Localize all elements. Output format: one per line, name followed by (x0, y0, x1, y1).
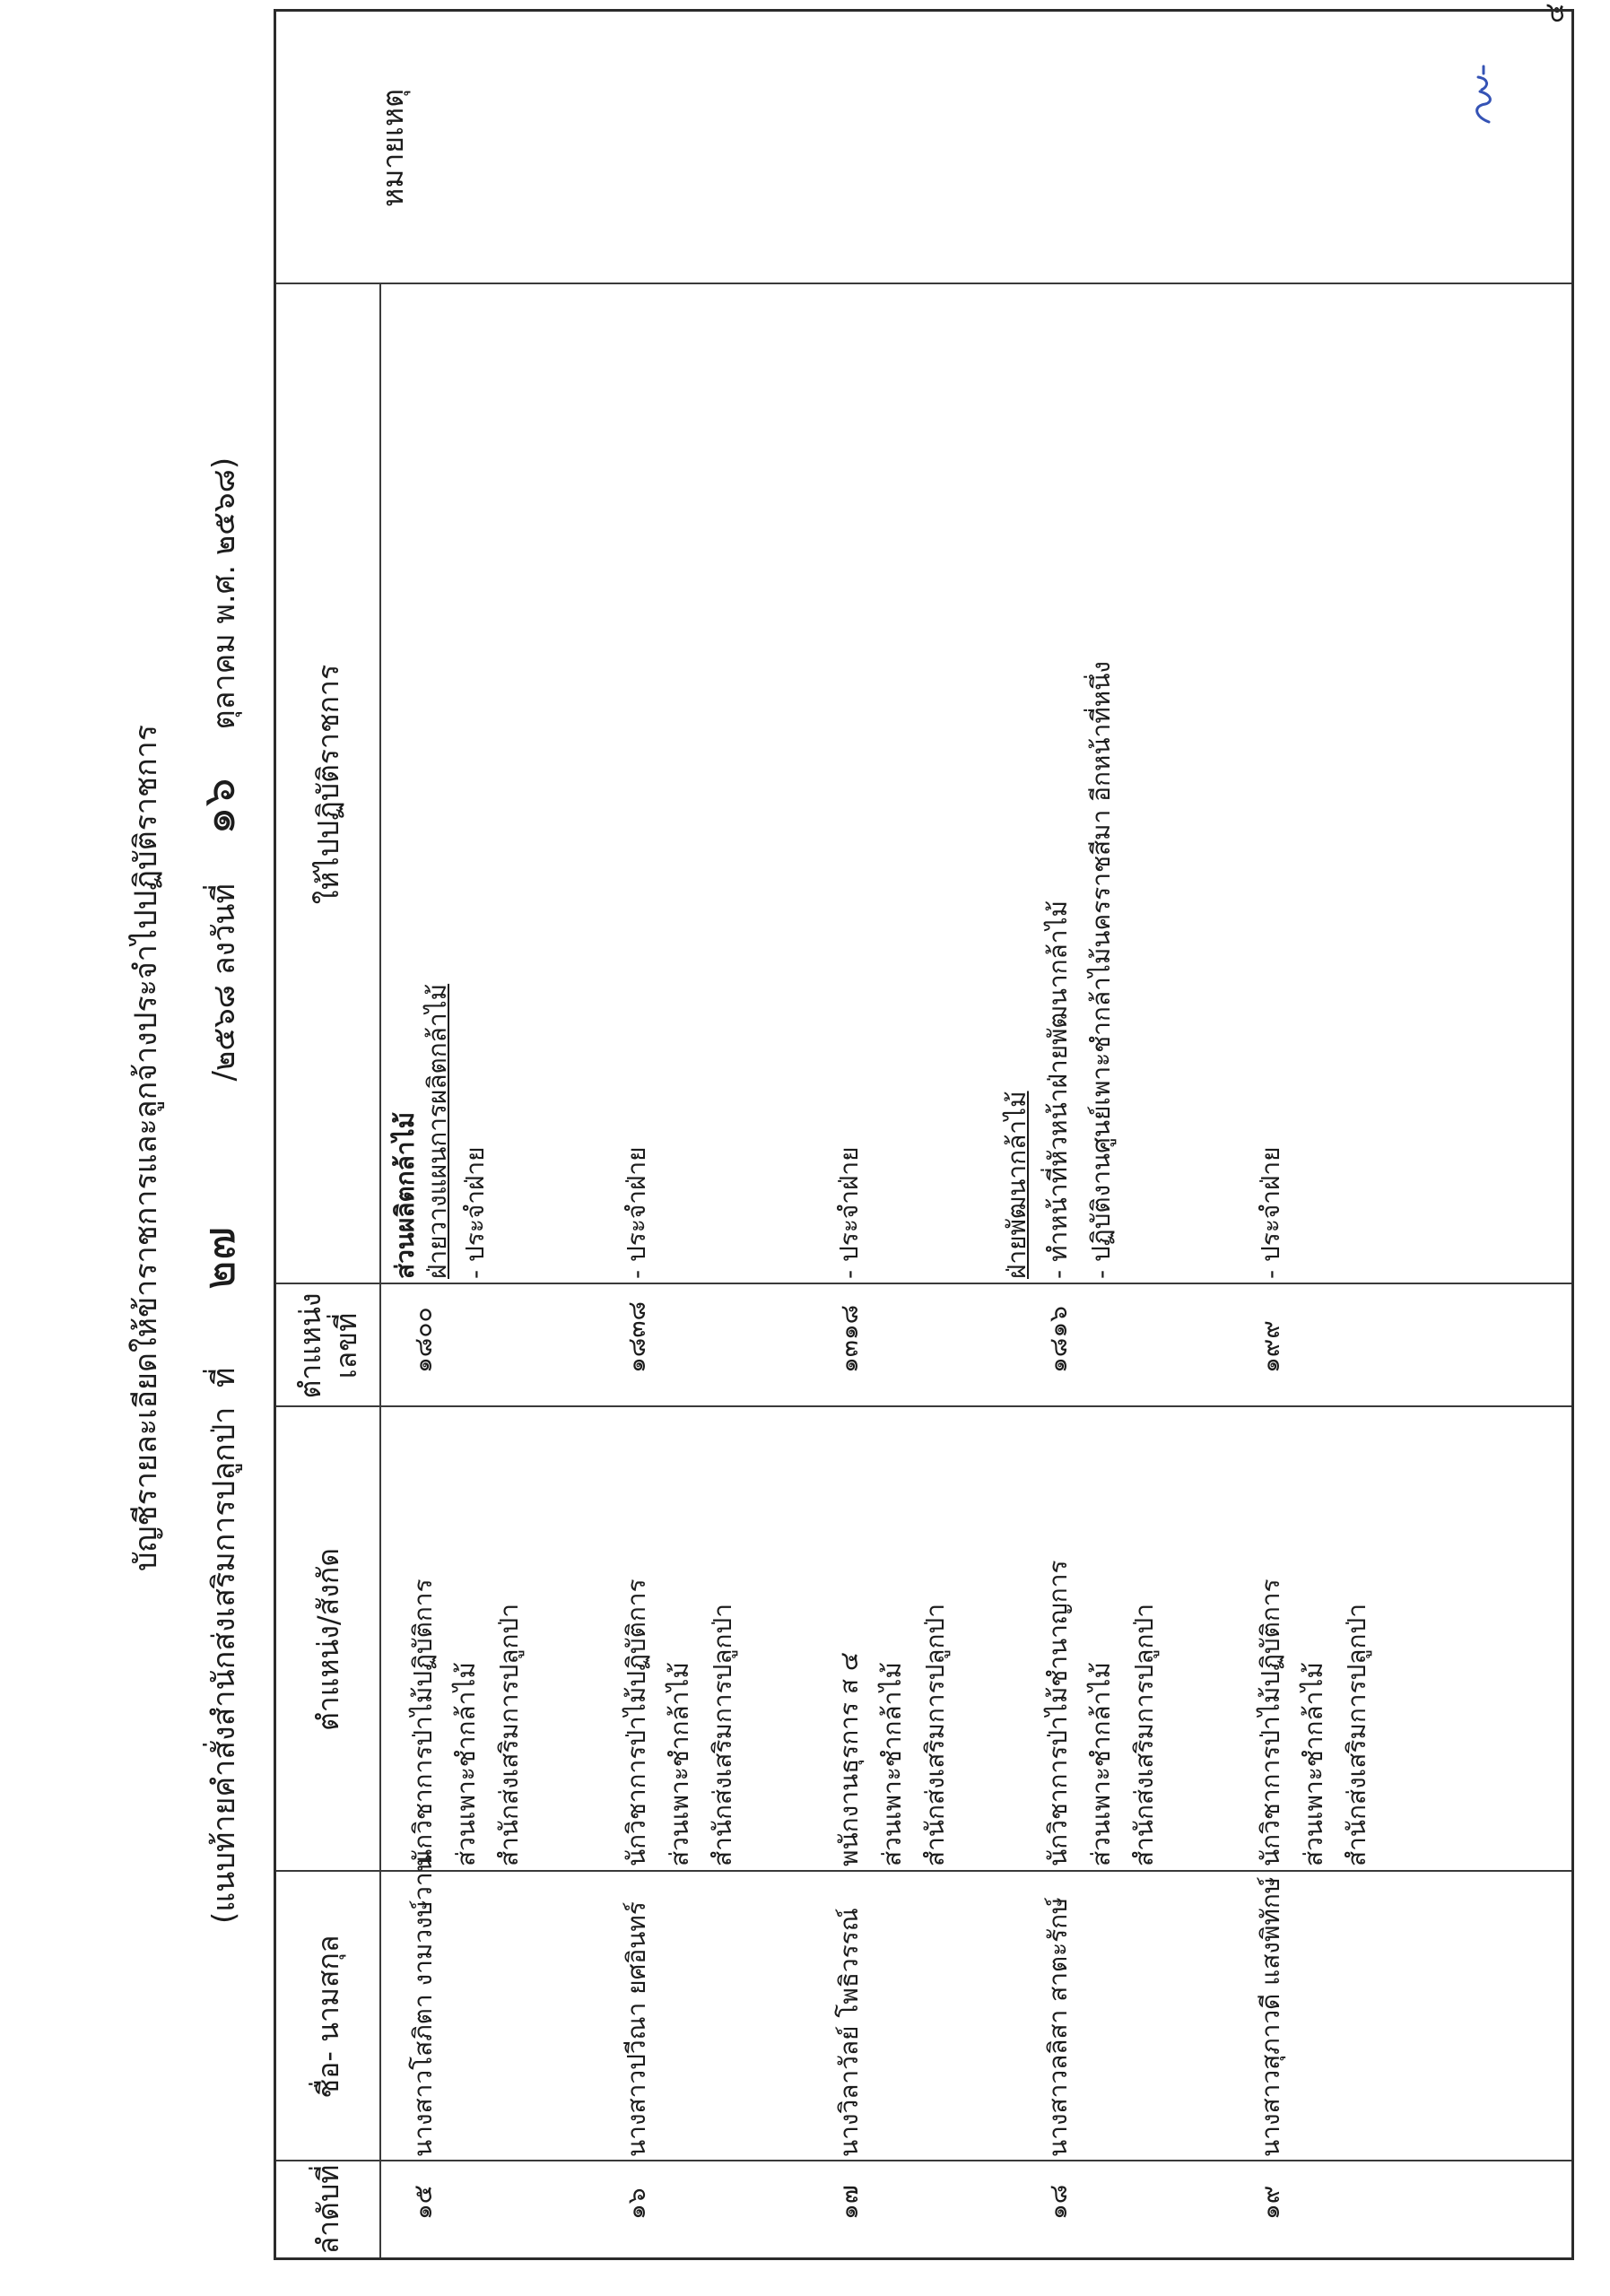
row-position-unit: ส่วนเพาะชำกล้าไม้ (665, 1662, 694, 1866)
column-divider (276, 1283, 1571, 1284)
header-position: ตำแหน่ง/สังกัด (311, 1547, 345, 1732)
assign-duty: - ปฏิบัติงานศูนย์เพาะชำกล้าไม้นครราชสีมา อีกหน้าที่หนึ่ง (1086, 661, 1116, 1279)
row-name: นางวิลาวัลย์ โพธิวรรณ์ (834, 1908, 864, 2157)
row-name: นางสาวสุภาวดี แสงพิทักษ์ (1256, 1876, 1285, 2157)
row-seq: ๑๕ (408, 2185, 438, 2220)
assign-subheading: ฝ่ายพัฒนากล้าไม้ (1002, 1091, 1031, 1279)
row-position-number: ๑๙๙ (1256, 1320, 1285, 1373)
header-pos-no-line2: เลขที่ (329, 1312, 363, 1379)
row-position-title: นักวิชาการป่าไม้ปฏิบัติการ (1256, 1578, 1285, 1866)
column-divider (276, 1405, 1571, 1407)
row-position-unit: ส่วนเพาะชำกล้าไม้ (451, 1662, 481, 1866)
row-position-office: สำนักส่งเสริมการปลูกป่า (1129, 1604, 1159, 1866)
row-position-title: พนักงานธุรการ ส ๔ (834, 1651, 864, 1866)
row-position-number: ๑๘๓๘ (622, 1300, 651, 1373)
column-divider (276, 1870, 1571, 1872)
header-name: ชื่อ- นามสกุล (311, 1935, 345, 2099)
assign-duty: - ประจำฝ่าย (1256, 1146, 1285, 1279)
assign-heading: ส่วนผลิตกล้าไม้ (390, 1111, 420, 1279)
header-assignment: ให้ไปปฏิบัติราชการ (311, 664, 345, 905)
column-divider (276, 2160, 1571, 2161)
subtitle-date-suffix: ตุลาคม พ.ศ. ๒๕๖๘) (206, 457, 242, 730)
row-position-office: สำนักส่งเสริมการปลูกป่า (920, 1604, 950, 1866)
row-seq: ๑๗ (834, 2185, 864, 2220)
row-seq: ๑๙ (1256, 2185, 1285, 2220)
assign-duty: - ประจำฝ่าย (834, 1146, 864, 1279)
assign-subheading: ฝ่ายวางแผนการผลิตกล้าไม้ (422, 983, 452, 1279)
assign-duty: - ทำหน้าที่หัวหน้าฝ่ายพัฒนากล้าไม้ (1043, 900, 1073, 1279)
document-subtitle (184, 457, 255, 1924)
row-name: นางสาวปวีณา ยศอินทร์ (622, 1901, 651, 2157)
row-position-title: นักวิชาการป่าไม้ปฏิบัติการ (622, 1578, 651, 1866)
row-name: นางสาวลลิสา สาตะรักษ์ (1043, 1897, 1073, 2157)
row-position-unit: ส่วนเพาะชำกล้าไม้ (1086, 1662, 1116, 1866)
order-day: ๑๖ (193, 778, 245, 836)
row-position-title: นักวิชาการป่าไม้ชำนาญการ (1043, 1560, 1073, 1866)
subtitle-year-part: /๒๕๖๘ ลงวันที่ (206, 883, 242, 1082)
handwritten-initials (1462, 63, 1498, 126)
row-position-office: สำนักส่งเสริมการปลูกป่า (708, 1604, 737, 1866)
row-name: นางสาวโสภิตา งามวงษ์วาน (408, 1855, 438, 2157)
row-seq: ๑๘ (1043, 2184, 1073, 2220)
page-number: ๔ (1539, 3, 1571, 23)
row-position-office: สำนักส่งเสริมการปลูกป่า (1342, 1604, 1371, 1866)
document-title: บัญชีรายละเอียดให้ข้าราชการและลูกจ้างประจำไปปฏิบัติราชการ (128, 724, 164, 1572)
row-position-number: ๑๘๐๐ (408, 1307, 438, 1373)
assign-duty: - ประจำฝ่าย (460, 1146, 490, 1279)
row-position-title: นักวิชาการป่าไม้ปฏิบัติการ (408, 1578, 438, 1866)
header-pos-no-line1: ตำแหน่ง (293, 1292, 327, 1399)
row-seq: ๑๖ (622, 2187, 651, 2220)
row-position-office: สำนักส่งเสริมการปลูกป่า (494, 1604, 524, 1866)
column-divider (276, 283, 1571, 284)
assignment-table (274, 9, 1574, 2260)
row-position-number: ๑๓๑๘ (834, 1304, 864, 1373)
header-seq: ลำดับที่ (311, 2164, 345, 2255)
row-position-number: ๑๘๑๖ (1043, 1306, 1073, 1373)
header-position-number (292, 1284, 364, 1407)
row-position-unit: ส่วนเพาะชำกล้าไม้ (1299, 1662, 1328, 1866)
assign-duty: - ประจำฝ่าย (622, 1146, 651, 1279)
order-number: ๒๗ (193, 1226, 245, 1291)
header-divider (379, 284, 381, 2257)
header-remark: หมายเหตุ (376, 89, 410, 207)
subtitle-prefix: (แนบท้ายคำสั่งสำนักส่งเสริมการปลูกป่า ที่ (206, 1367, 242, 1924)
row-position-unit: ส่วนเพาะชำกล้าไม้ (877, 1662, 907, 1866)
